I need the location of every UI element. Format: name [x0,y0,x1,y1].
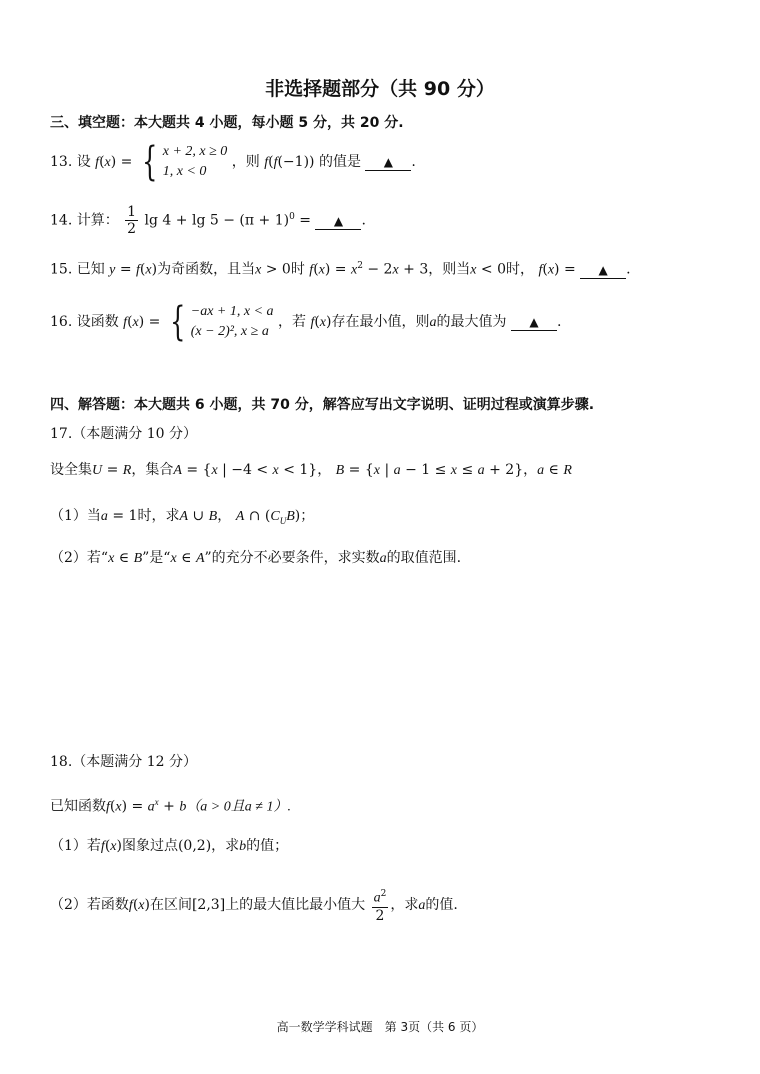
page-footer: 高一数学学科试题 第 3页（共 6 页） [276,1020,484,1034]
q18-part2: （2）若函数f(x)在区间[2,3]上的最大值比最小值大 $\frac{a^2}{2}$ ，求a的值. [50,886,458,924]
fraction-half: $\frac{1}{2}$ [127,204,137,237]
question-15: 15. 已知 y = f(x)为奇函数，且当x > 0时 $f(x) = x^2 - 2x + 3$，则当x < 0时， f(x) = ▲ . [50,261,631,278]
q18-title: 18.（本题满分 12 分） [50,754,197,770]
q18-stem: 已知函数$f(x) = a^x + b(a > 0$且a ≠ 1）. [50,797,291,815]
section3-heading: 三、填空题：本大题共 4 小题，每小题 5 分，共 20 分. [50,115,404,131]
piecewise-brace: { x + 2, x ≥ 0 1, x < 0 [141,139,228,185]
question-13: 13. 设 f(x) = { x + 2, x ≥ 0 1, x < 0 ，则 f(f(−1)) 的值是 ▲ . [50,139,416,185]
q17-title: 17.（本题满分 10 分） [50,426,197,442]
blank-triangle-icon: ▲ [333,213,344,228]
blank-triangle-icon: ▲ [598,262,608,277]
question-14: 14. 计算： $\frac{1}{2}$ $\lg 4 + \lg 5 - (\pi + 1)^0$ = ▲ . [50,204,366,237]
blank-triangle-icon: ▲ [529,315,539,329]
q17-stem: 设全集U = R，集合A = {x | −4 < x < 1}， B = {x | a − 1 ≤ x ≤ a + 2}，a ∈ R [50,462,572,478]
piecewise-brace: { −ax + 1, x < a (x − 2)², x ≥ a [169,299,274,345]
question-16: 16. 设函数 f(x) = { −ax + 1, x < a (x − 2)², x ≥ a ，若 f(x)存在最小值，则a的最大值为 ▲ . [50,299,562,345]
q17-part2: （2）若“x ∈ B”是“x ∈ A”的充分不必要条件，求实数a的取值范围. [50,550,462,566]
q18-part1: （1）若f(x)图象过点(0,2)，求b的值； [50,838,289,854]
section4-heading: 四、解答题：本大题共 6 小题，共 70 分，解答应写出文字说明、证明过程或演算步骤. [50,397,595,413]
page-title: 非选择题部分（共 90 分） [265,78,495,100]
q17-part1: （1）当a = 1时，求A ∪ B， A ∩ $(C_UB)$； [50,508,315,526]
fraction-a-squared-over-2: $\frac{a^2}{2}$ [372,886,389,924]
blank-triangle-icon: ▲ [383,155,394,169]
